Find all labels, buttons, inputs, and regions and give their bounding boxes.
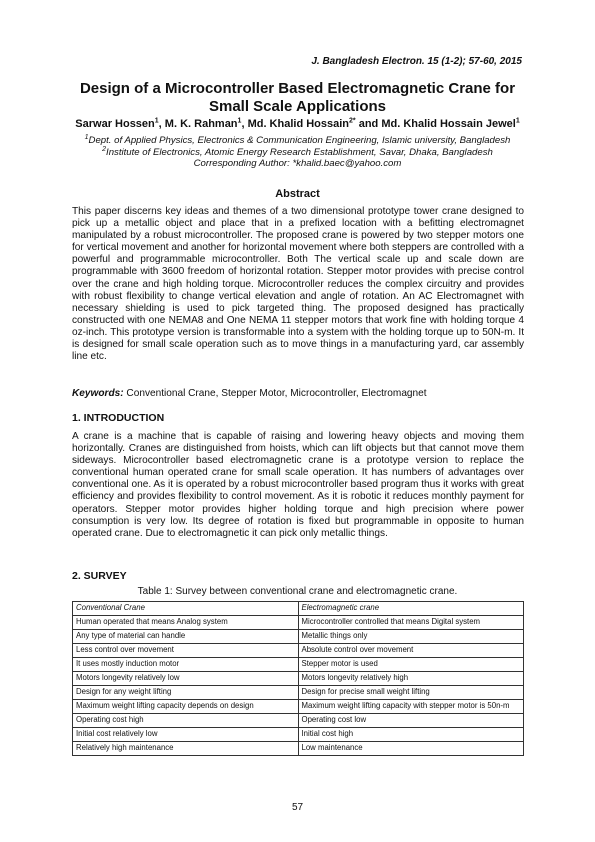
affiliation-text: Corresponding Author: *khalid.baec@yahoo.com [193,158,402,169]
title-line-2: Small Scale Applications [208,98,386,115]
author-affiliation-mark: 1 [154,117,159,125]
keywords-label: Keywords: [72,388,124,399]
table-cell: Metallic things only [298,630,524,644]
affiliation-line [40,147,555,159]
section-heading-survey: 2. SURVEY [72,570,127,582]
title-line-1: Design of a Microcontroller Based Electromagnetic Crane for [79,80,516,97]
author-affiliation-mark: 2* [349,117,356,125]
table-cell: Stepper motor is used [298,658,524,672]
table-row [73,700,524,714]
table-cell: Initial cost relatively low [73,728,299,742]
table-row [73,672,524,686]
author-name: Sarwar Hossen [75,118,155,130]
table-row [73,616,524,630]
section-heading-introduction: 1. INTRODUCTION [72,412,165,424]
affiliation-mark: 1 [84,133,89,141]
affiliations [40,135,555,170]
survey-table [72,601,524,756]
introduction-text: A crane is a machine that is capable of raising and lowering heavy objects and moving them horizontally. Cranes are distinguished from hoists, which can lift objects but that cannot move them sideways. Microcontroller based electromagnetic crane is a prototype version to replace the conventional human operated crane for small scale operation. It has numbers of advantages over conventional one. As it is operated by a robust microcontroller based program thus it works with great efficiency and provides flexibility to control movement. As it is robotic it reduces monthly payment for operators. Stepper motor provides higher holding torque and high precision where power consumption is very low. Its degree of rotation is fixed but programmable in opposite to human operated crane. Due to electromagnetic it can pick only metallic things. [72,431,524,539]
author-name: Md. Khalid Hossain [247,118,350,130]
abstract-text: This paper discerns key ideas and themes of a two dimensional prototype tower crane designed to pick up a metallic object and place that in a prefixed location with a befitting electromagnet manipulated by a robust microcontroller. The proposed crane is powered by two stepper motors one for vertical movement and another for horizontal movement where both steppers are controlled with a powerful and programmable microcontroller. Both The vertical scale up and scale down are programmable with 3600 freedom of horizontal rotation. Stepper motor provides with precise control over the crane and high holding torque. Microcontroller reduces the complex circuitry and provides with robust flexibility to change vertical elevation and angle of rotation. An AC Electromagnet with necessary shielding is used to pick targeted thing. The proposed designed has practically constructed with one NEMA8 and One NEMA 11 stepper motors that work fine with holding torque 4 oz-inch. This prototype version is transformable into a system with the holding torque up to 50N-m. It is designed for small scale operation such as to move things in a manufacturing yard, car assembly line etc. [72,206,524,363]
table-cell: Operating cost high [73,714,299,728]
table-cell: Design for precise small weight lifting [298,686,524,700]
journal-citation: J. Bangladesh Electron. 15 (1-2); 57-60, 2015 [311,56,522,67]
author-name: M. K. Rahman [164,118,238,130]
table-caption: Table 1: Survey between conventional crane and electromagnetic crane. [137,586,458,597]
table-cell: Motors longevity relatively high [298,672,524,686]
table-header-row [73,602,524,616]
page-number: 57 [291,802,304,813]
abstract-body [72,206,524,363]
table-row [73,728,524,742]
table-row [73,742,524,756]
table-cell: Maximum weight lifting capacity with stepper motor is 50n-m [298,700,524,714]
author-separator: , [241,118,248,130]
author-separator: , [158,118,165,130]
affiliation-text: Institute of Electronics, Atomic Energy Research Establishment, Savar, Dhaka, Bangladesh [106,146,493,158]
paper-title [60,80,535,116]
table-row [73,686,524,700]
table-cell: Design for any weight lifting [73,686,299,700]
author-affiliation-mark: 1 [237,117,242,125]
table-cell: It uses mostly induction motor [73,658,299,672]
author-list [40,118,555,130]
table-cell: Any type of material can handle [73,630,299,644]
table-cell: Human operated that means Analog system [73,616,299,630]
table-cell: Microcontroller controlled that means Digital system [298,616,524,630]
keywords-text: Conventional Crane, Stepper Motor, Microcontroller, Electromagnet [126,388,427,399]
affiliation-line [40,158,555,170]
table-row [73,644,524,658]
table-cell: Absolute control over movement [298,644,524,658]
table-cell: Motors longevity relatively low [73,672,299,686]
table-row [73,714,524,728]
abstract-heading: Abstract [275,188,320,200]
table-row [73,658,524,672]
introduction-body [72,431,524,540]
keywords-line [72,388,524,399]
table-row [73,630,524,644]
table-cell: Low maintenance [298,742,524,756]
affiliation-text: Dept. of Applied Physics, Electronics & Communication Engineering, Islamic university, Bangladesh [88,135,511,146]
affiliation-line [40,135,555,147]
author-separator: and [355,118,382,130]
table-cell: Operating cost low [298,714,524,728]
table-header-cell: Electromagnetic crane [298,602,524,616]
table-cell: Less control over movement [73,644,299,658]
affiliation-mark: 2 [102,145,107,153]
table-header-cell: Conventional Crane [73,602,299,616]
table-cell: Maximum weight lifting capacity depends on design [73,700,299,714]
table-cell: Relatively high maintenance [73,742,299,756]
table-cell: Initial cost high [298,728,524,742]
author-name: Md. Khalid Hossain Jewel [381,118,516,130]
author-affiliation-mark: 1 [515,117,520,125]
